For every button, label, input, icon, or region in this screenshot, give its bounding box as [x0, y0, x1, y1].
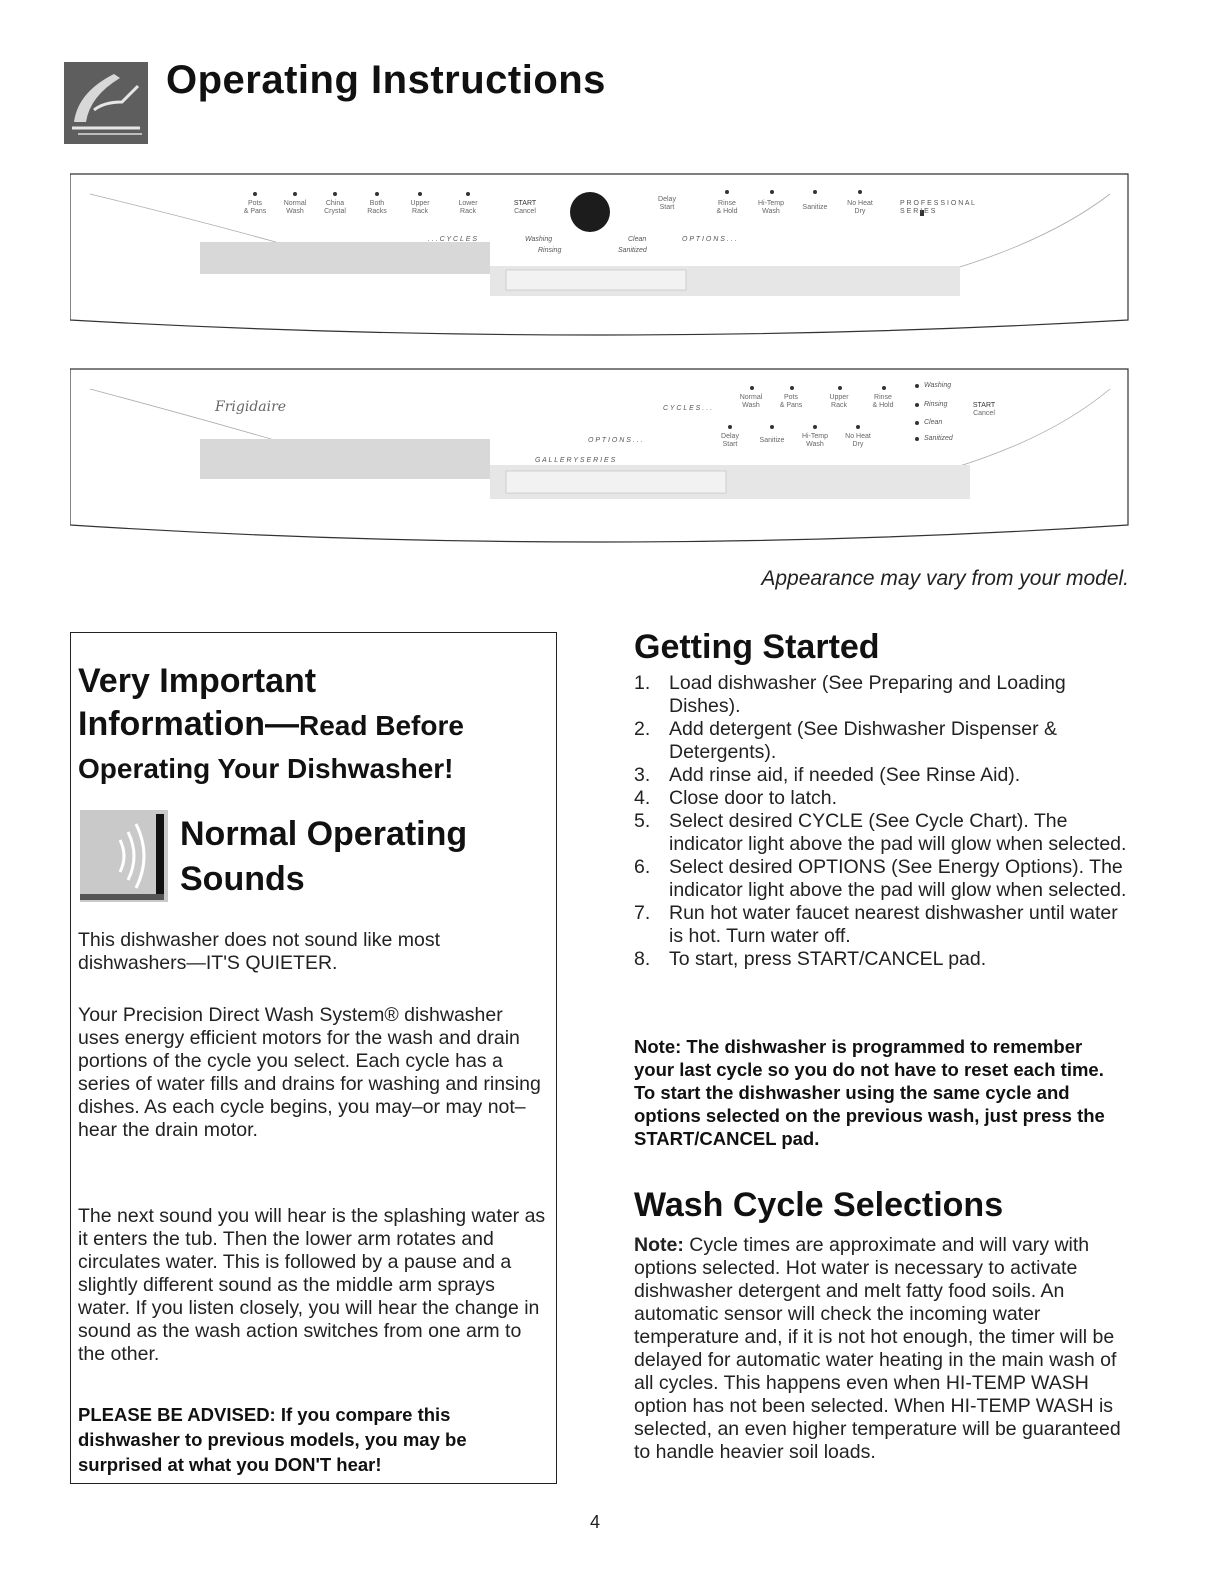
option-pad-label: Delay Start [658, 196, 676, 211]
option-pad-label: Sanitize [802, 204, 828, 211]
info-title-line: Very Important [78, 662, 317, 700]
option-pad-label: Rinse & Hold [716, 200, 738, 215]
control-panel-professional [70, 170, 1130, 346]
paragraph: The next sound you will hear is the splashing water as it enters the tub. Then the lower arm rotates and circulates water. This is followed by a pause and a slightly different sound as the middle arm sprays water. If you listen closely, you will hear the change in sound as the wash action switches from one arm to the other. [78, 1205, 546, 1365]
cycles-caption: . . . C Y C L E S [428, 236, 478, 243]
dishwasher-rack-icon [64, 62, 148, 144]
list-item [634, 948, 1134, 971]
cycle-pad-label: Lower Rack [458, 200, 478, 215]
series-label: G A L L E R Y S E R I E S [535, 457, 616, 464]
cycle-indicator-light [418, 192, 422, 196]
status-label: Clean [924, 419, 943, 426]
step-text: Load dishwasher (See Preparing and Loading Dishes). [669, 672, 1066, 717]
option-indicator-light [770, 425, 774, 429]
getting-started-steps [634, 672, 1134, 971]
cycle-indicator-light [838, 386, 842, 390]
list-item [634, 718, 1134, 764]
option-indicator-light [728, 425, 732, 429]
list-item [634, 902, 1134, 948]
status-light [915, 421, 919, 425]
step-text: To start, press START/CANCEL pad. [669, 948, 987, 970]
list-item [634, 856, 1134, 902]
cycle-indicator-light [333, 192, 337, 196]
sounds-heading [180, 812, 467, 902]
step-text: Add detergent (See Dishwasher Dispenser & Detergents). [669, 718, 1058, 763]
cycle-pad-label: Pots & Pans [779, 394, 803, 409]
option-indicator-light [725, 190, 729, 194]
list-item [634, 810, 1134, 856]
start-pad-sublabel: Cancel [973, 410, 995, 417]
step-number: 6. [634, 856, 651, 878]
control-panel-gallery [70, 365, 1130, 553]
info-title-line: Read Before [298, 710, 464, 741]
cycle-pad-label: Upper Rack [829, 394, 849, 409]
info-title-line: Operating Your Dishwasher! [78, 753, 454, 784]
cycle-pad-label: China Crystal [324, 200, 346, 215]
option-indicator-light [813, 425, 817, 429]
status-light [915, 437, 919, 441]
brand-logo: Frigidaire [215, 399, 287, 415]
cycles-caption: C Y C L E S . . . [663, 405, 713, 412]
page-number: 4 [590, 1512, 601, 1532]
info-box-title [78, 660, 548, 790]
step-number: 3. [634, 764, 651, 786]
status-label: Washing [924, 382, 952, 389]
list-item [634, 787, 1134, 810]
cycle-indicator-light [750, 386, 754, 390]
option-indicator-light [770, 190, 774, 194]
sound-waves-icon [80, 810, 168, 902]
cycle-indicator-light [790, 386, 794, 390]
start-pad-label: START [972, 402, 996, 409]
step-number: 7. [634, 902, 651, 924]
cycle-indicator-light [882, 386, 886, 390]
cycle-indicator-light [375, 192, 379, 196]
step-number: 2. [634, 718, 651, 740]
step-number: 8. [634, 948, 651, 970]
step-text: Select desired CYCLE (See Cycle Chart). The indicator light above the pad will glow when selected. [669, 810, 1127, 855]
cycle-indicator-light [253, 192, 257, 196]
option-indicator-light [856, 425, 860, 429]
status-label: Rinsing [924, 401, 948, 408]
cycle-pad-label: Both Racks [367, 200, 387, 215]
wash-cycle-note [634, 1234, 1129, 1464]
note-text: Cycle times are approximate and will vary with options selected. Hot water is necessary to activate dishwasher detergent and melt fatty food soils. An automatic sensor will check the incoming water temperature and, if it is not hot enough, the timer will be delayed for automatic water heating in the main wash of all cycles. This happens even when HI-TEMP WASH option has not been selected. When HI-TEMP WASH is selected, an even higher temperature will be guaranteed to handle heavier soil loads. [634, 1234, 1121, 1463]
cycle-pad-label: Normal Wash [739, 394, 763, 409]
option-pad-label: Delay Start [721, 433, 739, 448]
option-pad-label: Hi-Temp Wash [801, 433, 829, 448]
status-label: Sanitized [924, 435, 953, 442]
step-number: 1. [634, 672, 651, 694]
status-label: Sanitized [618, 247, 647, 254]
start-pad-sublabel: Cancel [514, 208, 536, 215]
control-panel-outline [70, 170, 1130, 346]
option-pad-label: No Heat Dry [847, 200, 873, 215]
option-pad-label: Sanitize [759, 437, 785, 444]
cycle-pad-label: Rinse & Hold [872, 394, 894, 409]
step-number: 4. [634, 787, 651, 809]
page-title: Operating Instructions [166, 58, 606, 102]
step-text: Add rinse aid, if needed (See Rinse Aid). [669, 764, 1021, 786]
option-indicator-light [858, 190, 862, 194]
step-text: Close door to latch. [669, 787, 838, 809]
series-label: P R O F E S S I O N A L S E R I E S [900, 200, 975, 215]
appearance-note: Appearance may vary from your model. [761, 567, 1129, 590]
start-pad-label: START [513, 200, 537, 207]
options-caption: O P T I O N S . . . [588, 437, 643, 444]
option-pad-label: No Heat Dry [845, 433, 871, 448]
cycle-pad-label: Normal Wash [283, 200, 307, 215]
option-indicator-light [813, 190, 817, 194]
options-caption: O P T I O N S . . . [682, 236, 737, 243]
status-label: Rinsing [538, 247, 562, 254]
cycle-indicator-light [293, 192, 297, 196]
paragraph: This dishwasher does not sound like most dishwashers—IT'S QUIETER. [78, 929, 441, 974]
sounds-heading-line: Normal Operating [180, 815, 468, 853]
sounds-heading-line: Sounds [180, 860, 305, 898]
paragraph: Your Precision Direct Wash System® dishwasher uses energy efficient motors for the wash and drain portions of the cycle you select. Each cycle has a series of water fills and drains for washing and rinsing dishes. As each cycle begins, you may–or may not–hear the drain motor. [78, 1004, 541, 1141]
list-item [634, 672, 1134, 718]
status-light [915, 384, 919, 388]
programmed-note: Note: The dishwasher is programmed to remember your last cycle so you do not have to reset each time. To start the dishwasher using the same cycle and options selected on the previous wash, just press the START/CANCEL pad. [634, 1036, 1105, 1149]
status-label: Clean [628, 236, 647, 243]
wash-cycle-heading: Wash Cycle Selections [634, 1186, 1004, 1224]
status-light [915, 403, 919, 407]
list-item [634, 764, 1134, 787]
step-text: Run hot water faucet nearest dishwasher until water is hot. Turn water off. [669, 902, 1118, 947]
advisory-text: PLEASE BE ADVISED: If you compare this dishwasher to previous models, you may be surprised at what you DON'T hear! [78, 1404, 467, 1475]
getting-started-heading: Getting Started [634, 628, 880, 666]
step-text: Select desired OPTIONS (See Energy Options). The indicator light above the pad will glow when selected. [669, 856, 1127, 901]
step-number: 5. [634, 810, 651, 832]
cycle-pad-label: Pots & Pans [243, 200, 267, 215]
note-label: Note: [634, 1234, 684, 1256]
option-pad-label: Hi-Temp Wash [757, 200, 785, 215]
status-label: Washing [525, 236, 553, 243]
info-title-line: Information— [78, 705, 299, 743]
cycle-indicator-light [466, 192, 470, 196]
cycle-pad-label: Upper Rack [410, 200, 430, 215]
